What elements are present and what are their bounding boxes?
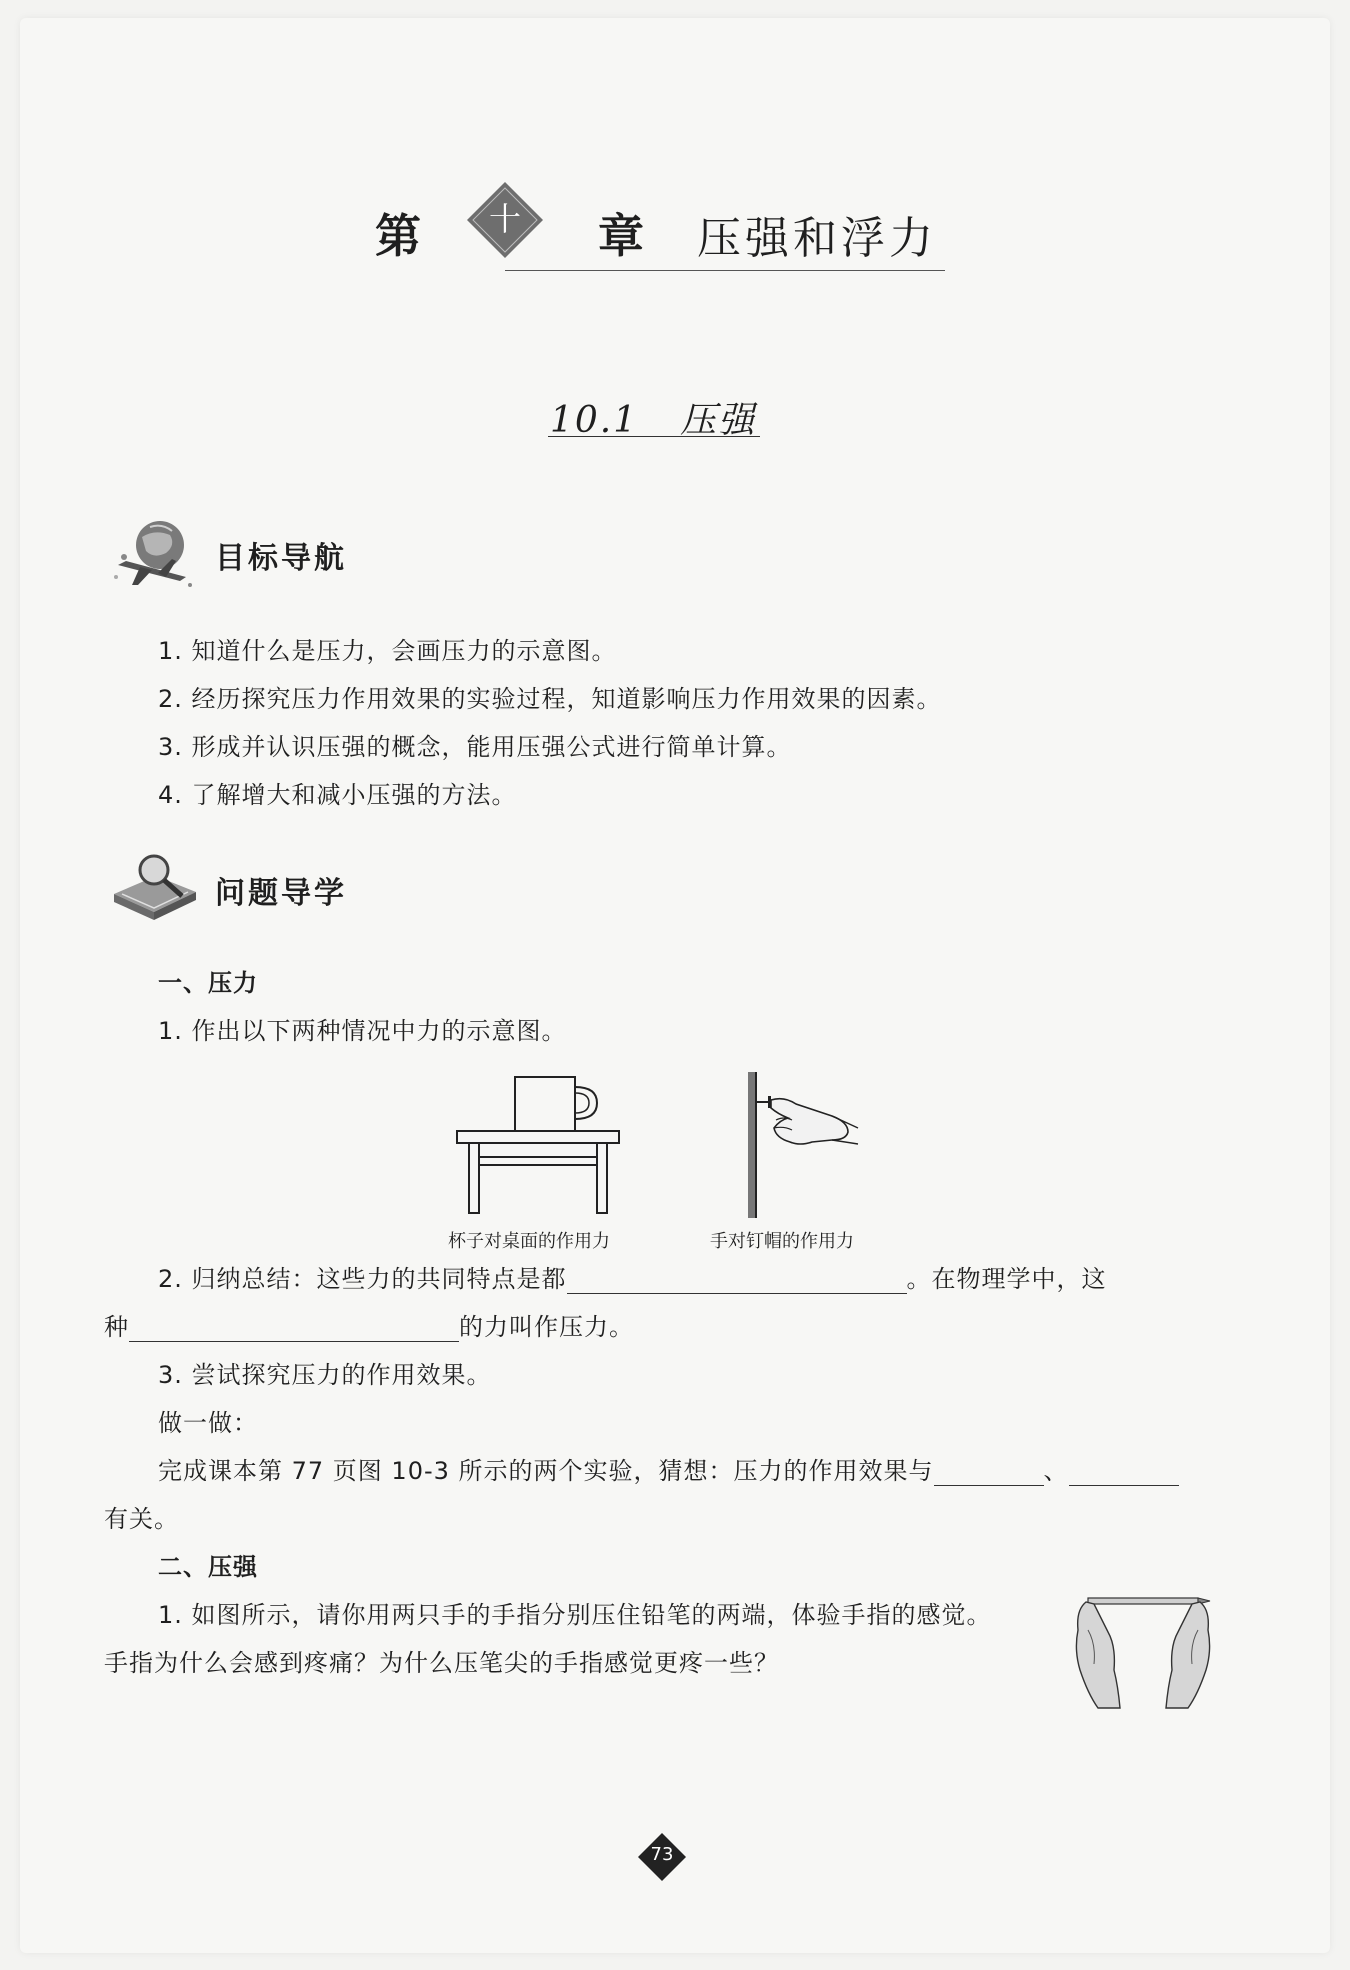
- section-name: 压强: [680, 400, 757, 441]
- chapter-title: 压强和浮力: [697, 213, 937, 264]
- part1-exp-line1: [158, 1456, 1179, 1486]
- chapter-prefix: 第: [375, 209, 423, 263]
- part2-q1-line1: 1. 如图所示，请你用两只手的手指分别压住铅笔的两端，体验手指的感觉。: [158, 1601, 992, 1629]
- part1-title: 一、压力: [158, 969, 258, 997]
- goal-item-4: 4. 了解增大和减小压强的方法。: [158, 781, 517, 809]
- exp-blank-1[interactable]: [934, 1459, 1044, 1486]
- hands-pencil-figure: [1068, 1590, 1218, 1720]
- caption-cup: 杯子对桌面的作用力: [448, 1231, 610, 1252]
- part1-do: 做一做：: [158, 1409, 258, 1437]
- q2-text-a: 2. 归纳总结：这些力的共同特点是都: [158, 1265, 567, 1293]
- cup-on-table-figure: [455, 1075, 625, 1215]
- part1-q3: 3. 尝试探究压力的作用效果。: [158, 1361, 492, 1389]
- q2-blank-2[interactable]: [129, 1315, 459, 1342]
- guide-heading: [110, 850, 510, 930]
- page-number: 73: [650, 1844, 674, 1865]
- exp-blank-2[interactable]: [1069, 1459, 1179, 1486]
- section-underline: [548, 436, 760, 437]
- exp-sep: 、: [1043, 1457, 1069, 1485]
- section-number: 10.1: [550, 400, 639, 441]
- chapter-underline: [505, 270, 945, 271]
- goal-item-2: 2. 经历探究压力作用效果的实验过程，知道影响压力作用效果的因素。: [158, 685, 942, 713]
- book-magnifier-icon: [110, 850, 200, 930]
- q2-text-b: 。在物理学中，这: [906, 1265, 1107, 1293]
- part1-q2-line2: [104, 1312, 634, 1342]
- page-number-badge: [637, 1832, 687, 1882]
- globe-airplane-icon: [110, 515, 200, 595]
- part2-title: 二、压强: [158, 1553, 258, 1581]
- goal-item-1: 1. 知道什么是压力，会画压力的示意图。: [158, 637, 617, 665]
- exp-text-a: 完成课本第 77 页图 10-3 所示的两个实验，猜想：压力的作用效果与: [158, 1457, 934, 1485]
- goals-heading-label: 目标导航: [215, 541, 347, 576]
- caption-hand: 手对钉帽的作用力: [710, 1231, 854, 1252]
- hand-pin-wall-figure: [740, 1070, 860, 1220]
- part1-q1: 1. 作出以下两种情况中力的示意图。: [158, 1017, 567, 1045]
- guide-heading-label: 问题导学: [215, 876, 347, 911]
- part2-q1-line2: 手指为什么会感到疼痛？为什么压笔尖的手指感觉更疼一些？: [104, 1649, 779, 1677]
- goals-heading: [110, 515, 510, 595]
- chapter-numeral: 十: [488, 200, 522, 238]
- chapter-header: [0, 170, 1350, 290]
- goal-item-3: 3. 形成并认识压强的概念，能用压强公式进行简单计算。: [158, 733, 792, 761]
- q2-text-d: 的力叫作压力。: [459, 1313, 634, 1341]
- q2-text-c: 种: [104, 1313, 129, 1341]
- part1-q2-line1: [158, 1264, 1107, 1294]
- part1-exp-line2: 有关。: [104, 1505, 179, 1533]
- chapter-number-diamond-icon: [465, 180, 545, 260]
- chapter-suffix: 章: [598, 209, 646, 263]
- q2-blank-1[interactable]: [567, 1267, 907, 1294]
